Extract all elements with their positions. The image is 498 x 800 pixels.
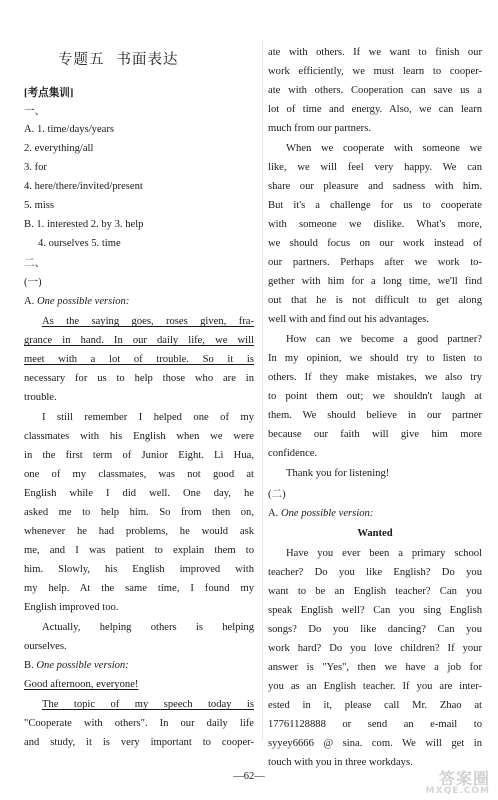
text-line: them. We should believe in our partner — [268, 410, 482, 421]
text-line: work efficiently, we must learn to cooper- — [268, 66, 482, 77]
text-line: I still remember I helped one of my — [42, 412, 254, 423]
ad-heading: Wanted — [357, 528, 393, 539]
text-line: one of my classmates, was not good at — [24, 469, 254, 480]
answer-line: 4. here/there/invited/present — [24, 181, 143, 192]
text-line: The topic of my speech today is — [42, 699, 254, 710]
text-line: him. Slowly, his English improved with — [24, 564, 254, 575]
part-two-label: 二、 — [24, 258, 46, 269]
text-line: meet with a lot of trouble. So it is — [24, 354, 254, 365]
version-label: B. One possible version: — [24, 660, 129, 671]
text-line: in the first term of Junior Eight. Li Hua, — [24, 450, 254, 461]
text-line: ate with others. Cooperation can save us a — [268, 85, 482, 96]
section-heading: [考点集训] — [24, 88, 74, 99]
text-line: whenever he had problems, he would ask — [24, 526, 254, 537]
text-line: well with and find out his advantages. — [268, 314, 429, 325]
text-line: classmates with his English when we were — [24, 431, 254, 442]
text-line: others. If they make mistakes, we also try — [268, 372, 482, 383]
text-line: touch with you in three workdays. — [268, 757, 413, 768]
answer-line: A. 1. time/days/years — [24, 124, 115, 135]
text-line: work hard? Do you love children? If your — [268, 643, 482, 654]
text-line: ested in it, please call Mr. Zhao at — [268, 700, 482, 711]
text-line: Actually, helping others is helping — [42, 622, 254, 633]
text-line: we should focus on our work instead of — [268, 238, 482, 249]
text-line: much from our partners. — [268, 123, 371, 134]
text-line: speak English well? Can you sing English — [268, 605, 482, 616]
text-line: to point them out; we shouldn't laugh at — [268, 391, 482, 402]
text-line: out that he is not difficult to get along — [268, 295, 482, 306]
column-divider — [262, 40, 263, 740]
text-line: But it's a challenge for us to cooperate — [268, 200, 482, 211]
text-line: and study, it is very important to cooper- — [24, 737, 254, 748]
text-line: teacher? Do you like English? Do you — [268, 567, 482, 578]
text-line: When we cooperate with someone we — [286, 143, 482, 154]
greeting-line: Good afternoon, everyone! — [24, 679, 139, 690]
text-line: trouble. — [24, 392, 57, 403]
text-line: Have you ever been a primary school — [286, 548, 482, 559]
text-line: you as an English teacher. If you are inter- — [268, 681, 482, 692]
page-number: —62— — [233, 771, 265, 782]
text-line: confidence. — [268, 448, 318, 459]
text-line: 17761128888 or send an e-mail to — [268, 719, 482, 730]
answer-line: 2. everything/all — [24, 143, 94, 154]
text-line: English improved too. — [24, 602, 119, 613]
text-line: grance in hand. In our daily life, we will — [24, 335, 254, 346]
text-line: How can we become a good partner? — [286, 334, 482, 345]
text-line: answer is "Yes", then we have a job for — [268, 662, 482, 673]
sub-two-label: (二) — [268, 489, 286, 500]
text-line: ate with others. If we want to finish our — [268, 47, 482, 58]
text-line: lot of time and energy. Also, we can learn — [268, 104, 482, 115]
text-line: because our faith will give him more — [268, 429, 482, 440]
answer-line: B. 1. interested 2. by 3. help — [24, 219, 144, 230]
text-line: As the saying goes, roses given, fra- — [42, 316, 254, 327]
answer-line: 3. for — [24, 162, 47, 173]
text-line: our partners. Perhaps after we work to- — [268, 257, 482, 268]
text-line: share our pleasure and sadness with him. — [268, 181, 482, 192]
text-line: "Cooperate with others". In our daily life — [24, 718, 254, 729]
text-line: asked me to help him. So from then on, — [24, 507, 254, 518]
text-line: my help. At the same time, I found my — [24, 583, 254, 594]
page-title — [58, 48, 179, 69]
version-label: A. One possible version: — [268, 508, 374, 519]
sub-one-label: (一) — [24, 277, 42, 288]
text-line: necessary for us to help those who are in — [24, 373, 254, 384]
answer-line: 4. ourselves 5. time — [38, 238, 121, 249]
title-part-2: 书面表达 — [116, 52, 179, 68]
version-label: A. One possible version: — [24, 296, 130, 307]
text-line: English while I did well. One day, he — [24, 488, 254, 499]
closing-line: Thank you for listening! — [286, 468, 390, 479]
text-line: me, and I was patient to explain them to — [24, 545, 254, 556]
text-line: songs? Do you like dancing? Can you — [268, 624, 482, 635]
watermark-top: 答案圈 — [438, 769, 490, 788]
watermark-bottom: MXQE.COM — [425, 786, 490, 796]
watermark-logo — [412, 766, 492, 796]
text-line: gether with him for a long time, we'll find — [268, 276, 482, 287]
title-part-1: 专题五 — [58, 52, 105, 68]
text-line: In my opinion, we should try to listen to — [268, 353, 482, 364]
text-line: syyey6666 @ sina. com. We will get in — [268, 738, 482, 749]
text-line: ourselves. — [24, 641, 67, 652]
text-line: like, we will feel very happy. We can — [268, 162, 482, 173]
answer-line: 5. miss — [24, 200, 55, 211]
part-one-label: 一、 — [24, 106, 46, 117]
text-line: with someone we dislike. What's more, — [268, 219, 482, 230]
text-line: want to be an English teacher? Can you — [268, 586, 482, 597]
